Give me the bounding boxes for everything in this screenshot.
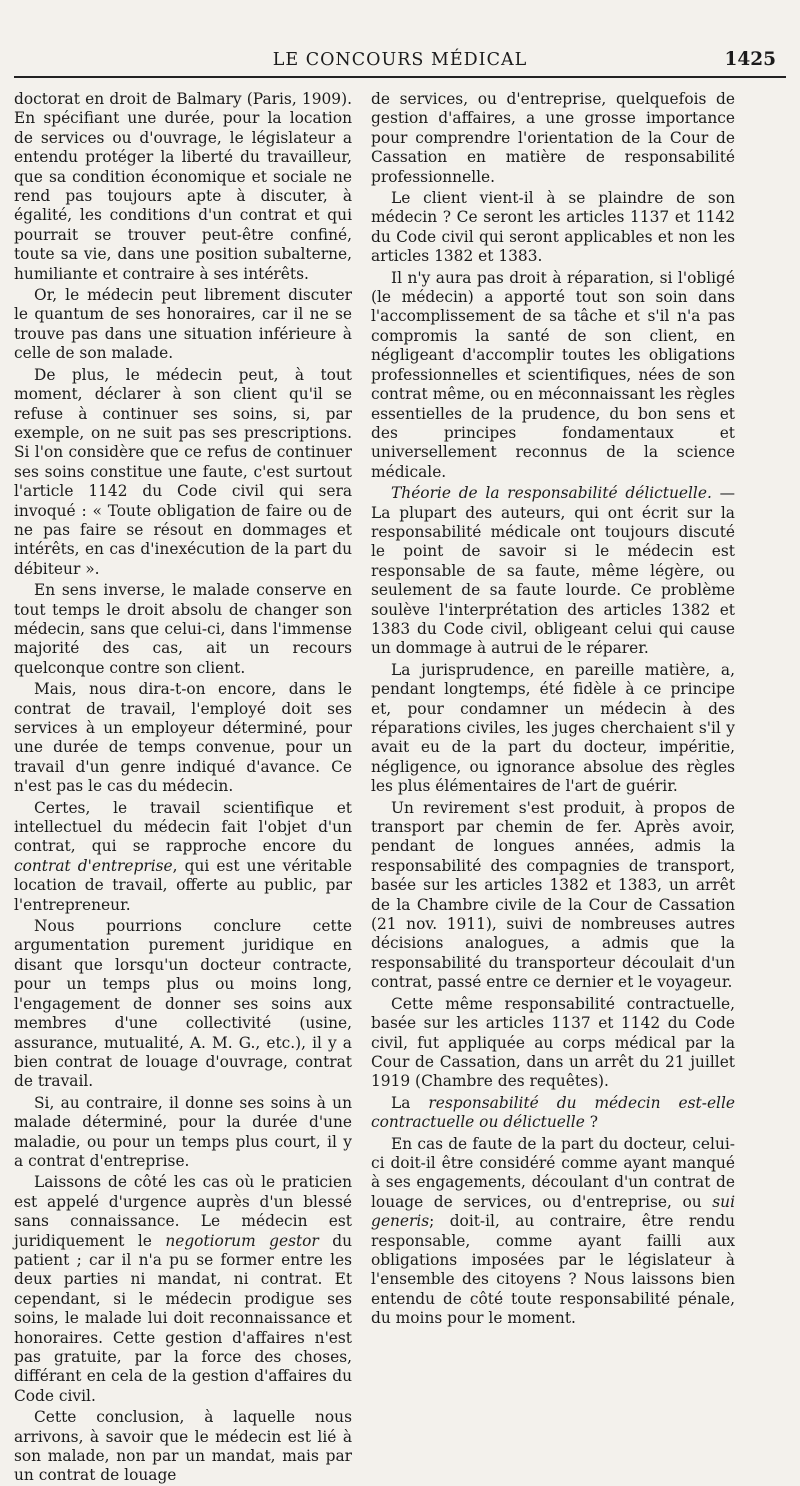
text-run: Certes, le travail scientifique et intellectuel du médecin fait l'objet d'un contrat, qui se rapproche encore du — [14, 798, 352, 856]
paragraph: de services, ou d'entreprise, quelquefois de gestion d'affaires, a une grosse importance pour comprendre l'orientation de la Cour de Cassation en matière de responsabilité professionnelle. — [371, 90, 735, 186]
section-question — [371, 1094, 735, 1133]
paragraph: De plus, le médecin peut, à tout moment, déclarer à son client qu'il se refuse à continuer ses soins, si, par exemple, on ne suit pas ses prescriptions. Si l'on considère que ce refus de continuer ses soins constitue une faute, c'est surtout l'article 1142 du Code civil qui sera invoqué : « Toute obligation de faire ou de ne pas faire se résout en dommages et intérêts, en cas d'inexécution de la part du débiteur ». — [14, 365, 352, 578]
text-run: Laissons de côté les cas où le praticien est appelé d'urgence auprès d'un blessé sans connaissance. Le médecin est juridiquement le — [14, 1173, 352, 1250]
text-run: En cas de faute de la part du docteur, celui-ci doit-il être considéré comme ayant manqué à ses engagements, découlant d'un contrat de louage de services, ou d'entreprise, ou — [371, 1134, 735, 1211]
text-run: ? — [584, 1113, 598, 1132]
paragraph: Nous pourrions conclure cette argumentation purement juridique en disant que lorsqu'un docteur contracte, pour un temps plus ou moins long, l'engagement de donner ses soins aux membres d'une collectivité (usine, assurance, mutualité, A. M. G., etc.), il y a bien contrat de louage d'ouvrage, contrat de travail. — [14, 917, 352, 1091]
italic-question: responsabilité du médecin est-elle contractuelle ou délictuelle — [371, 1093, 736, 1132]
paragraph: Si, au contraire, il donne ses soins à un malade déterminé, pour la durée d'une maladie, ou pour un temps plus court, il y a contrat d'entreprise. — [14, 1093, 352, 1170]
italic-term: sui generis — [371, 1192, 735, 1231]
paragraph: doctorat en droit de Balmary (Paris, 1909). En spécifiant une durée, pour la location de services ou d'ouvrage, le législateur a entendu protéger la liberté du travailleur, que sa condition économique et sociale ne rend pas toujours apte à discuter, à égalité, les conditions d'un contrat et qui pourrait se trouver peut-être confiné, toute sa vie, dans une position subalterne, humiliante et contraire à ses intérêts. — [14, 90, 352, 283]
paragraph: Mais, nous dira-t-on encore, dans le contrat de travail, l'employé doit ses services à un employeur déterminé, pour une durée de temps convenue, pour un travail d'un genre indiqué d'avance. Ce n'est pas le cas du médecin. — [14, 680, 352, 796]
paragraph — [14, 799, 352, 915]
text-run: La — [391, 1093, 429, 1112]
paragraph — [371, 1135, 735, 1329]
text-run: du patient ; car il n'a pu se former entre les deux parties ni mandat, ni contrat. Et cependant, si le médecin prodigue ses soins, le malade lui doit reconnaissance et honoraires. Cette gestion d'affaires n'est pas gratuite, par la force des choses, différant en cela de la gestion d'affaires du Code civil. — [14, 1231, 352, 1405]
paragraph — [14, 1173, 352, 1406]
paragraph: Cette même responsabilité contractuelle, basée sur les articles 1137 et 1142 du Code civil, fut appliquée au corps médical par la Cour de Cassation, dans un arrêt du 21 juillet 1919 (Chambre des requêtes). — [371, 994, 735, 1091]
italic-term: contrat d'entreprise — [14, 856, 173, 875]
section-paragraph — [371, 484, 735, 659]
journal-title: LE CONCOURS MÉDICAL — [272, 50, 528, 70]
paragraph: Le client vient-il à se plaindre de son médecin ? Ce seront les articles 1137 et 1142 du Code civil qui seront applicables et non les articles 1382 et 1383. — [371, 189, 735, 266]
italic-term: negotiorum gestor — [165, 1231, 319, 1250]
page-number: 1425 — [724, 49, 776, 70]
text-run: ; doit-il, au contraire, être rendu responsable, comme ayant failli aux obligations imposées par le législateur à l'ensemble des citoyens ? Nous laissons bien entendu de côté toute responsabilité pénale, du moins pour le moment. — [371, 1212, 735, 1328]
paragraph: Or, le médecin peut librement discuter le quantum de ses honoraires, car il ne se trouve pas dans une situation inférieure à celle de son malade. — [14, 286, 352, 363]
paragraph: Un revirement s'est produit, à propos de transport par chemin de fer. Après avoir, pendant de longues années, admis la responsabilité des compagnies de transport, basée sur les articles 1382 et 1383, un arrêt de la Chambre civile de la Cour de Cassation (21 nov. 1911), suivi de nombreuses autres décisions analogues, a admis que la responsabilité du transporteur découlait d'un contrat, passé entre ce dernier et le voyageur. — [371, 798, 735, 992]
paragraph: Il n'y aura pas droit à réparation, si l'obligé (le médecin) a apporté tout son soin dans l'accomplissement de sa tâche et s'il n'a pas compromis la santé de son client, en négligeant d'accomplir toutes les obligations professionnelles et scientifiques, nées de son contrat même, ou en méconnaissant les règles essentielles de la prudence, du bon sens et des principes fondamentaux et universellement reconnus de la science médicale. — [371, 268, 735, 481]
left-column — [14, 90, 352, 1486]
text-run: — La plupart des auteurs, qui ont écrit sur la responsabilité médicale ont toujours discuté le point de savoir si le médecin est responsable de sa faute, même légère, ou seulement de sa faute lourde. Ce problème soulève l'interprétation des articles 1382 et 1383 du Code civil, obligeant celui qui cause un dommage à autrui de le réparer. — [371, 484, 735, 658]
section-heading: Théorie de la responsabilité délictuelle. — [391, 484, 712, 503]
right-column — [371, 90, 735, 1329]
paragraph: En sens inverse, le malade conserve en tout temps le droit absolu de changer son médecin, sans que celui-ci, dans l'immense majorité des cas, ait un recours quelconque contre son client. — [14, 581, 352, 677]
text-run: , qui est une véritable location de travail, offerte au public, par l'entrepreneur. — [14, 856, 352, 914]
paragraph: La jurisprudence, en pareille matière, a, pendant longtemps, été fidèle à ce principe et, pour condamner un médecin à des réparations civiles, les juges cherchaient s'il y avait eu de la part du docteur, impéritie, négligence, ou ignorance absolue des règles les plus élémentaires de l'art de guérir. — [371, 660, 735, 796]
paragraph: Cette conclusion, à laquelle nous arrivons, à savoir que le médecin est lié à son malade, non par un mandat, mais par un contrat de louage — [14, 1408, 352, 1485]
page-header — [14, 42, 786, 78]
